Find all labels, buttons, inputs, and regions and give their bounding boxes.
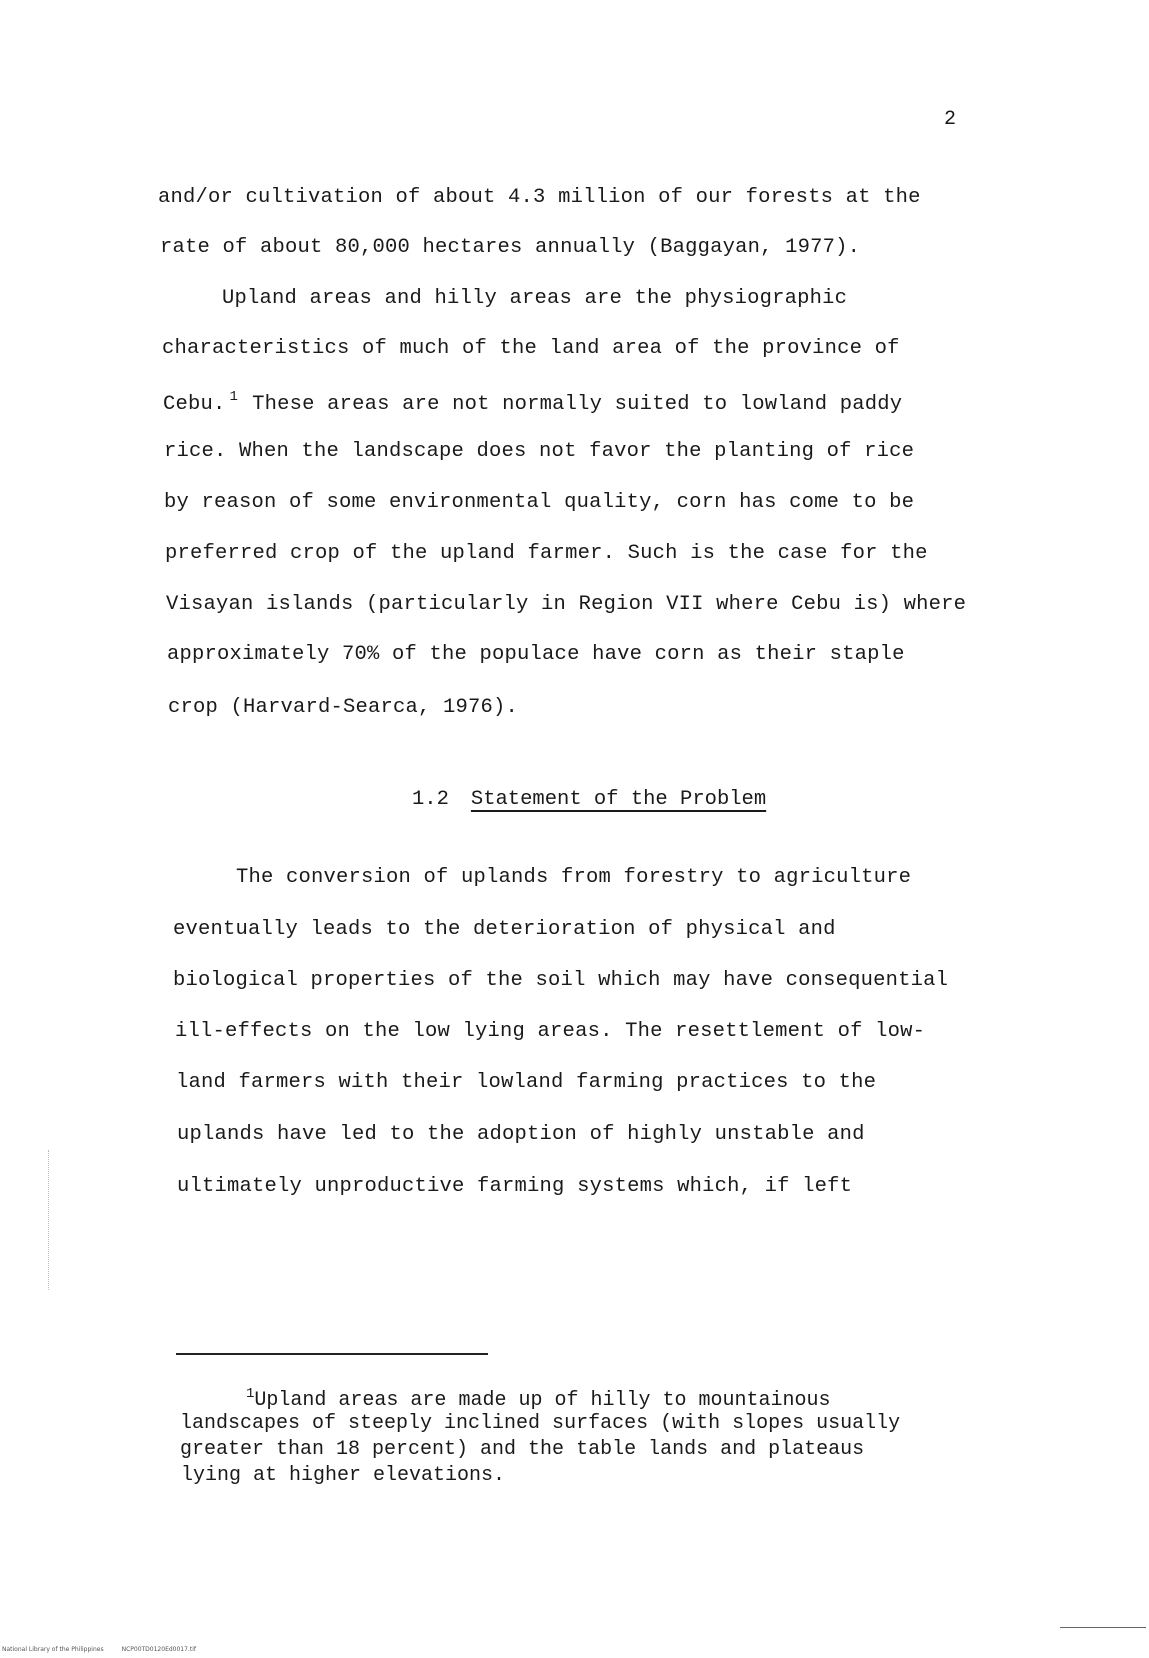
text-line: Visayan islands (particularly in Region VII where Cebu is) where xyxy=(166,593,967,616)
library-name: National Library of the Philippines xyxy=(2,1646,104,1653)
section-title: Statement of the Problem xyxy=(470,788,767,811)
cebu-word: Cebu. xyxy=(163,393,226,416)
footnote-line: landscapes of steeply inclined surfaces (with slopes usually xyxy=(180,1412,901,1435)
footnote-rule xyxy=(176,1353,488,1355)
text-continuation: These areas are not normally suited to lowland paddy xyxy=(252,393,903,416)
text-line: approximately 70% of the populace have corn as their staple xyxy=(167,643,905,666)
footnote-first-line xyxy=(246,1386,831,1412)
text-line: land farmers with their lowland farming practices to the xyxy=(176,1071,877,1094)
text-line: eventually leads to the deterioration of physical and xyxy=(173,918,836,941)
section-number: 1.2 xyxy=(412,788,449,811)
footnote-line: greater than 18 percent) and the table lands and plateaus xyxy=(180,1438,865,1461)
text-line: characteristics of much of the land area of the province of xyxy=(162,337,900,360)
text-line: and/or cultivation of about 4.3 million of our forests at the xyxy=(158,186,921,209)
text-line: Upland areas and hilly areas are the physiographic xyxy=(222,287,848,310)
text-line: uplands have led to the adoption of highly unstable and xyxy=(177,1123,865,1146)
text-line: crop (Harvard-Searca, 1976). xyxy=(168,696,519,719)
text-line: rate of about 80,000 hectares annually (Baggayan, 1977). xyxy=(160,236,861,259)
text-line: by reason of some environmental quality, corn has come to be xyxy=(164,491,915,514)
text-line: ultimately unproductive farming systems which, if left xyxy=(177,1175,853,1198)
text-line: The conversion of uplands from forestry to agriculture xyxy=(236,866,912,889)
footnote-text: Upland areas are made up of hilly to mountainous xyxy=(254,1389,831,1412)
page-number: 2 xyxy=(944,108,957,131)
text-line: preferred crop of the upland farmer. Such is the case for the xyxy=(165,542,928,565)
scan-file-name: NCP00TD0120Ed0017.tif xyxy=(121,1646,196,1653)
scan-caption xyxy=(2,1646,214,1653)
text-line: rice. When the landscape does not favor the planting of rice xyxy=(164,440,915,463)
section-heading xyxy=(412,788,766,811)
text-line: biological properties of the soil which may have consequential xyxy=(173,969,949,992)
scan-edge-dots xyxy=(48,1150,55,1290)
text-line-cebu xyxy=(163,389,902,416)
scan-edge-rule xyxy=(1060,1627,1146,1628)
text-line: ill-effects on the low lying areas. The resettlement of low- xyxy=(175,1020,926,1043)
footnote-reference-1[interactable]: 1 xyxy=(229,389,239,405)
footnote-line: lying at higher elevations. xyxy=(181,1464,506,1487)
footnote-mark: 1 xyxy=(246,1386,255,1402)
